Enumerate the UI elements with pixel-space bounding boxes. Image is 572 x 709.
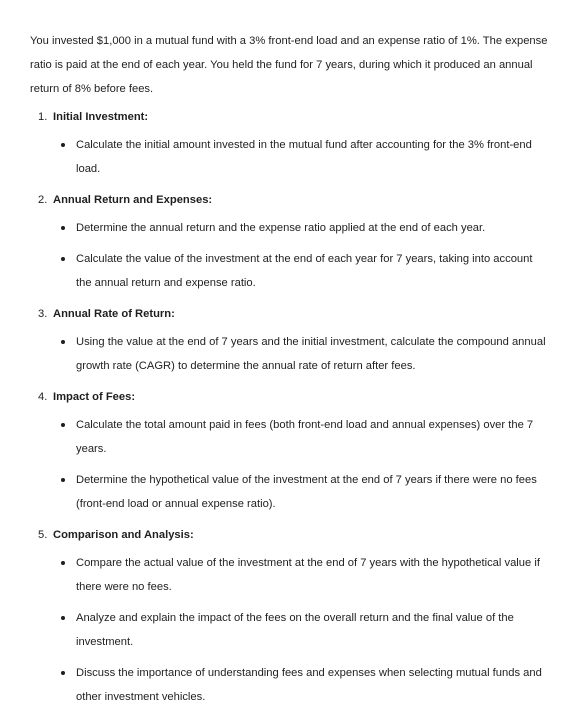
- section-number: 3.: [38, 308, 48, 320]
- section-title: Impact of Fees:: [53, 391, 136, 403]
- section-item: [30, 105, 548, 181]
- bullet-dot-icon: [61, 143, 65, 147]
- bullet-dot-icon: [61, 561, 65, 565]
- section-number: 2.: [38, 194, 48, 206]
- section-title: Annual Rate of Return:: [53, 308, 175, 320]
- bullet-item: [53, 133, 548, 181]
- bullet-item: [53, 247, 548, 295]
- section-number: 4.: [38, 391, 48, 403]
- section-title: Annual Return and Expenses:: [53, 194, 213, 206]
- bullet-item: [53, 468, 548, 516]
- bullet-text: Determine the annual return and the expense ratio applied at the end of each year.: [76, 222, 486, 234]
- bullet-list: [53, 133, 548, 181]
- section-title: Comparison and Analysis:: [53, 529, 194, 541]
- bullet-text: Determine the hypothetical value of the investment at the end of 7 years if there were no fees (front-end load or annual expense ratio).: [76, 474, 537, 510]
- section-item: [30, 302, 548, 378]
- bullet-item: [53, 413, 548, 461]
- bullet-dot-icon: [61, 671, 65, 675]
- section-item: [30, 188, 548, 295]
- bullet-dot-icon: [61, 423, 65, 427]
- bullet-item: [53, 661, 548, 709]
- bullet-text: Analyze and explain the impact of the fees on the overall return and the final value of the investment.: [76, 612, 514, 648]
- section-item: [30, 385, 548, 516]
- bullet-item: [53, 216, 548, 240]
- section-item: [30, 523, 548, 709]
- bullet-item: [53, 330, 548, 378]
- bullet-dot-icon: [61, 616, 65, 620]
- bullet-list: [53, 330, 548, 378]
- bullet-list: [53, 216, 548, 295]
- bullet-list: [53, 413, 548, 516]
- bullet-dot-icon: [61, 226, 65, 230]
- bullet-text: Discuss the importance of understanding fees and expenses when selecting mutual funds and other investment vehicles.: [76, 667, 542, 703]
- bullet-item: [53, 551, 548, 599]
- bullet-dot-icon: [61, 340, 65, 344]
- intro-paragraph: You invested $1,000 in a mutual fund with a 3% front-end load and an expense ratio of 1%. The expense ratio is paid at the end of each year. You held the fund for 7 years, during which it produced an annual return of 8% before fees.: [30, 35, 548, 95]
- section-list: [30, 105, 548, 709]
- bullet-dot-icon: [61, 257, 65, 261]
- section-number: 1.: [38, 111, 48, 123]
- bullet-text: Calculate the total amount paid in fees (both front-end load and annual expenses) over the 7 years.: [76, 419, 534, 455]
- section-number: 5.: [38, 529, 48, 541]
- bullet-text: Calculate the initial amount invested in the mutual fund after accounting for the 3% front-end load.: [76, 139, 532, 175]
- bullet-text: Compare the actual value of the investment at the end of 7 years with the hypothetical value if there were no fees.: [76, 557, 540, 593]
- bullet-text: Using the value at the end of 7 years and the initial investment, calculate the compound annual growth rate (CAGR) to determine the annual rate of return after fees.: [76, 336, 546, 372]
- bullet-list: [53, 551, 548, 709]
- bullet-dot-icon: [61, 478, 65, 482]
- bullet-text: Calculate the value of the investment at the end of each year for 7 years, taking into account the annual return and expense ratio.: [76, 253, 533, 289]
- section-title: Initial Investment:: [53, 111, 149, 123]
